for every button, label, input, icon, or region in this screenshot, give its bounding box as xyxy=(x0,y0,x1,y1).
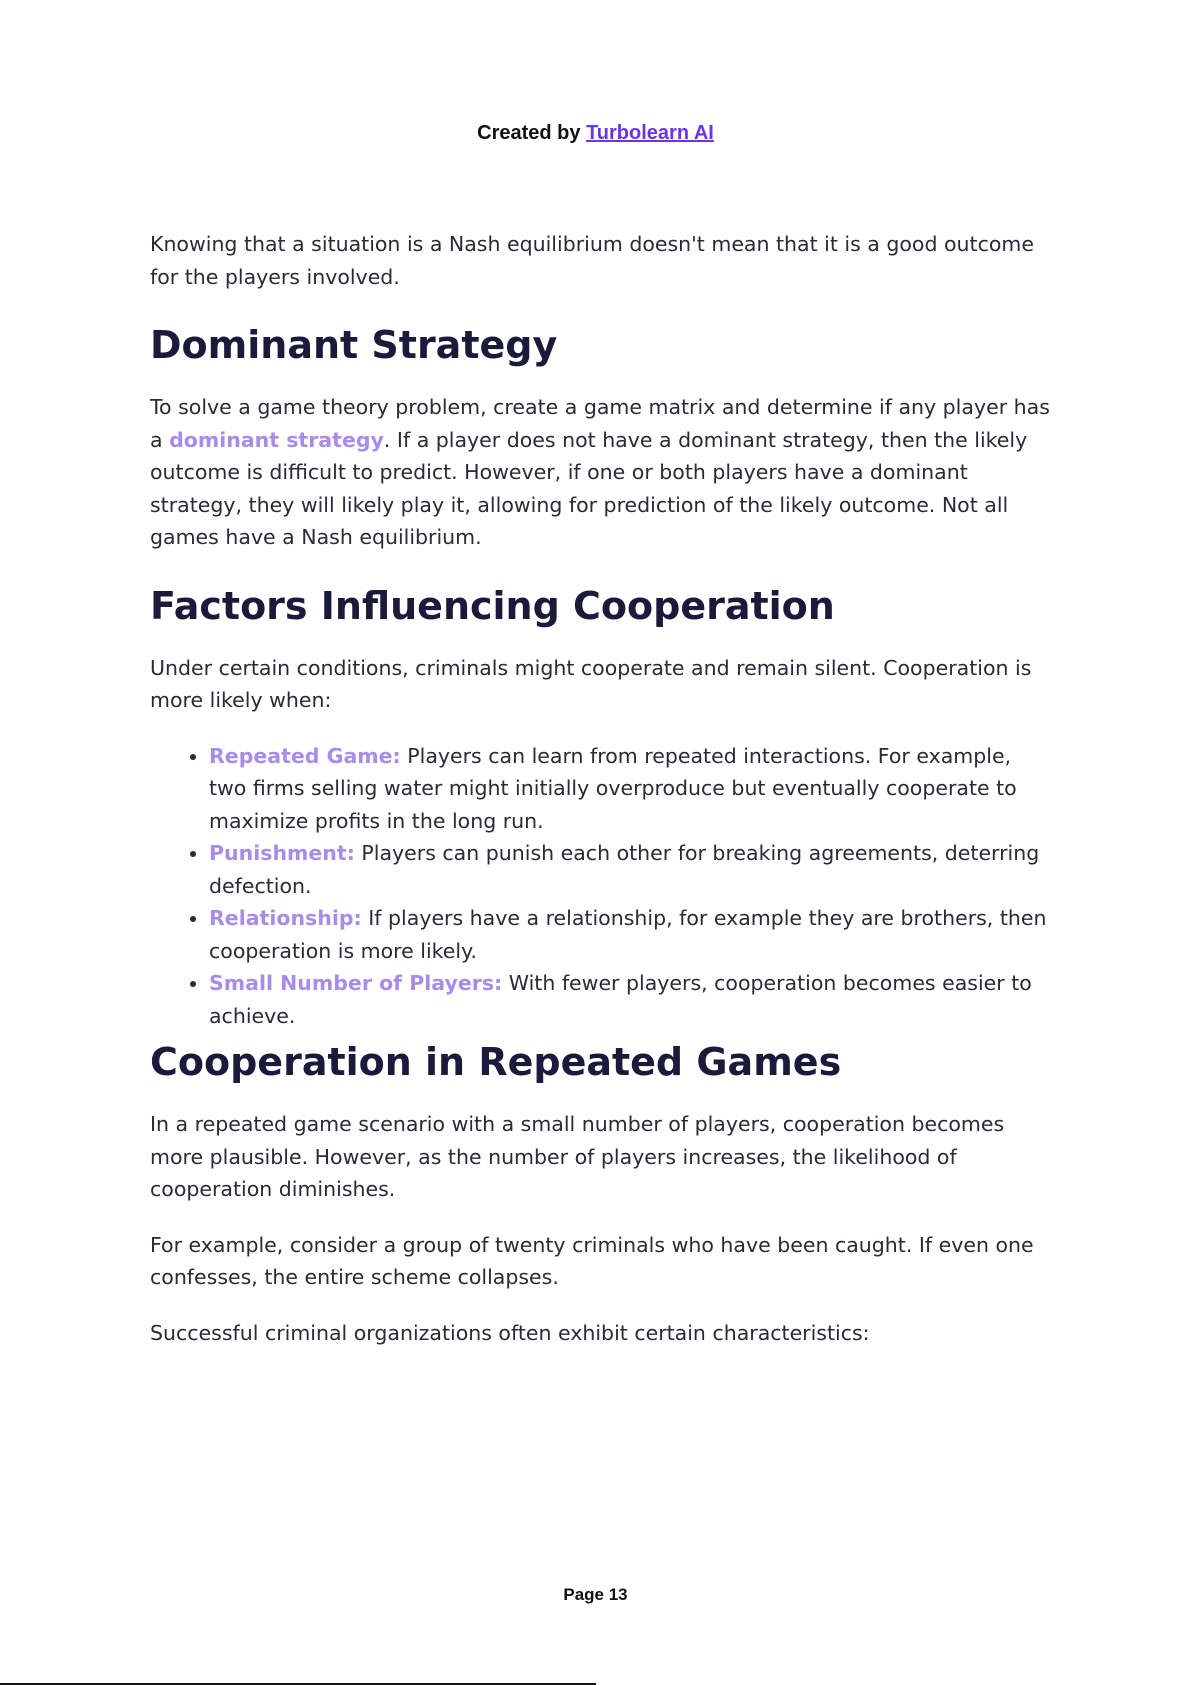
turbolearn-link[interactable]: Turbolearn AI xyxy=(586,122,714,144)
header-prefix: Created by xyxy=(477,122,587,144)
dominant-text-before: To solve a game theory problem, create a game matrix and determine if any player has a xyxy=(150,395,1050,452)
heading-cooperation-in-repeated-games: Cooperation in Repeated Games xyxy=(150,1040,842,1084)
intro-paragraph: Knowing that a situation is a Nash equilibrium doesn't mean that it is a good outcome for the players involved. xyxy=(150,232,1034,289)
term-repeated-game: Repeated Game: xyxy=(209,743,401,768)
cooperation-factors-list xyxy=(150,740,1050,1033)
dominant-text-after: . If a player does not have a dominant strategy, then the likely outcome is difficult to predict. However, if one or both players have a dominant strategy, they will likely play it, allowing for prediction of the likely outcome. Not all games have a Nash equilibrium. xyxy=(150,427,1028,549)
heading-factors-influencing-cooperation: Factors Influencing Cooperation xyxy=(150,583,835,628)
list-item xyxy=(209,837,1050,902)
repeated-paragraph-2: For example, consider a group of twenty criminals who have been caught. If even one confesses, the entire scheme collapses. xyxy=(150,1232,1034,1289)
list-item xyxy=(209,967,1050,1032)
item-text: Players can learn from repeated interactions. For example, two firms selling water might initially overproduce but eventually cooperate to maximize profits in the long run. xyxy=(209,743,1017,833)
list-item xyxy=(209,740,1050,838)
item-text: With fewer players, cooperation becomes easier to achieve. xyxy=(209,971,1032,1028)
factors-paragraph: Under certain conditions, criminals might cooperate and remain silent. Cooperation is more likely when: xyxy=(150,655,1032,712)
page-header xyxy=(0,122,1191,145)
document-body xyxy=(150,228,1050,1349)
term-punishment: Punishment: xyxy=(209,841,355,865)
repeated-paragraph-3: Successful criminal organizations often exhibit certain characteristics: xyxy=(150,1320,870,1345)
term-small-number-of-players: Small Number of Players: xyxy=(209,971,503,995)
heading-dominant-strategy: Dominant Strategy xyxy=(150,323,558,367)
term-relationship: Relationship: xyxy=(209,906,362,930)
term-dominant-strategy: dominant strategy xyxy=(169,427,384,452)
repeated-paragraph-1: In a repeated game scenario with a small number of players, cooperation becomes more plausible. However, as the number of players increases, the likelihood of cooperation diminishes. xyxy=(150,1112,1005,1201)
list-item xyxy=(209,902,1050,967)
dominant-strategy-paragraph xyxy=(150,391,1050,554)
page-number: Page 13 xyxy=(563,1585,628,1604)
item-text: If players have a relationship, for example they are brothers, then cooperation is more likely. xyxy=(209,906,1047,963)
item-text: Players can punish each other for breaking agreements, deterring defection. xyxy=(209,841,1040,898)
